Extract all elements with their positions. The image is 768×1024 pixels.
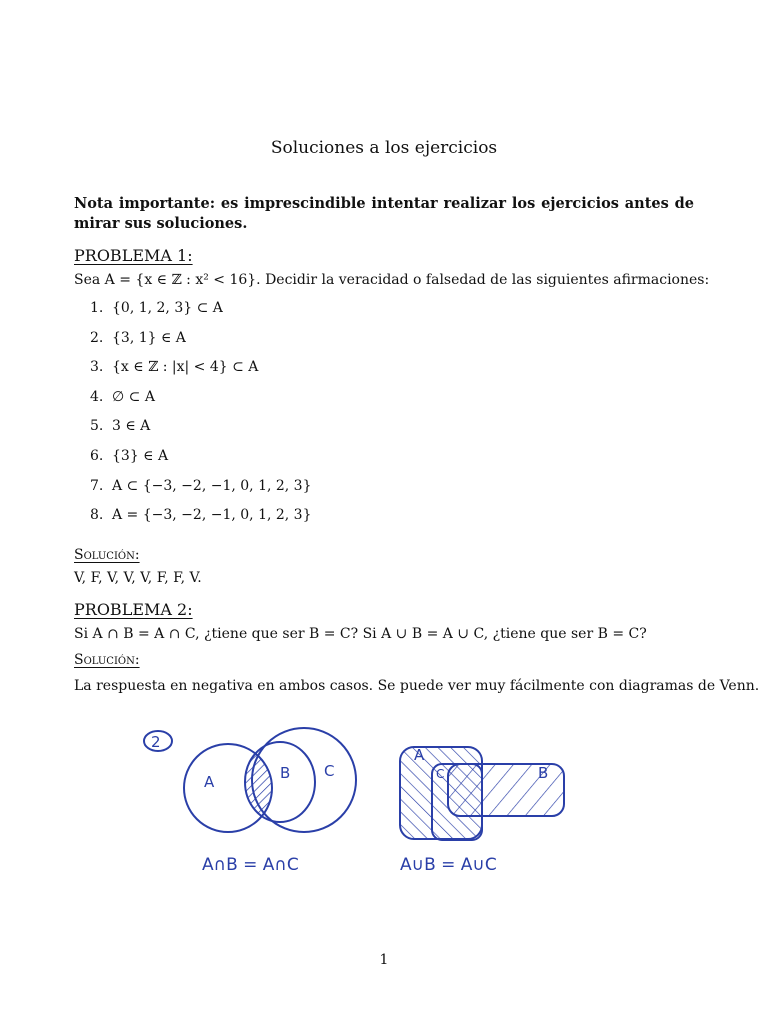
page-title: Soluciones a los ejercicios bbox=[270, 138, 498, 158]
problem1-heading: PROBLEMA 1: bbox=[74, 246, 193, 265]
problem1-solution-heading: Solución: bbox=[74, 547, 140, 563]
page-number: 1 bbox=[379, 952, 389, 968]
list-item: 7. A ⊂ {−3, −2, −1, 0, 1, 2, 3} bbox=[90, 477, 312, 494]
list-item: 5. 3 ∈ A bbox=[90, 418, 151, 435]
problem2-statement: Si A ∩ B = A ∩ C, ¿tiene que ser B = C? Si A ∪ B = A ∪ C, ¿tiene que ser B = C? bbox=[74, 626, 647, 642]
venn-label-a: A bbox=[204, 773, 215, 791]
list-item: 2. {3, 1} ∈ A bbox=[90, 329, 186, 346]
caption-union: A∪B = A∪C bbox=[400, 855, 497, 875]
venn-label-c: C bbox=[324, 762, 335, 780]
figure-number: 2 bbox=[151, 733, 161, 751]
list-item: 3. {x ∈ ℤ : |x| < 4} ⊂ A bbox=[90, 359, 259, 376]
problem2-heading: PROBLEMA 2: bbox=[74, 600, 193, 619]
problem1-solution: V, F, V, V, V, F, F, V. bbox=[74, 570, 202, 586]
problem2-solution-heading: Solución: bbox=[74, 652, 140, 668]
problem1-statement: Sea A = {x ∈ ℤ : x² < 16}. Decidir la veracidad o falsedad de las siguientes afirmaciones: bbox=[74, 272, 710, 288]
list-item: 8. A = {−3, −2, −1, 0, 1, 2, 3} bbox=[90, 507, 312, 524]
list-item: 6. {3} ∈ A bbox=[90, 447, 169, 464]
important-note: Nota importante: es imprescindible intentar realizar los ejercicios antes de mirar sus soluciones. bbox=[74, 195, 694, 232]
list-item: 4. ∅ ⊂ A bbox=[90, 388, 155, 405]
list-item: 1. {0, 1, 2, 3} ⊂ A bbox=[90, 300, 223, 316]
union-label-b: B bbox=[538, 764, 549, 782]
union-label-c: C bbox=[436, 767, 445, 781]
venn-diagrams-figure bbox=[130, 720, 610, 890]
venn-diagrams-svg bbox=[130, 720, 610, 890]
problem2-solution: La respuesta en negativa en ambos casos. Se puede ver muy fácilmente con diagramas de Venn. bbox=[74, 678, 760, 694]
union-label-a: A bbox=[414, 746, 425, 764]
caption-intersection: A∩B = A∩C bbox=[202, 855, 299, 875]
venn-label-b: B bbox=[280, 764, 291, 782]
problem1-statements-list bbox=[90, 300, 312, 537]
